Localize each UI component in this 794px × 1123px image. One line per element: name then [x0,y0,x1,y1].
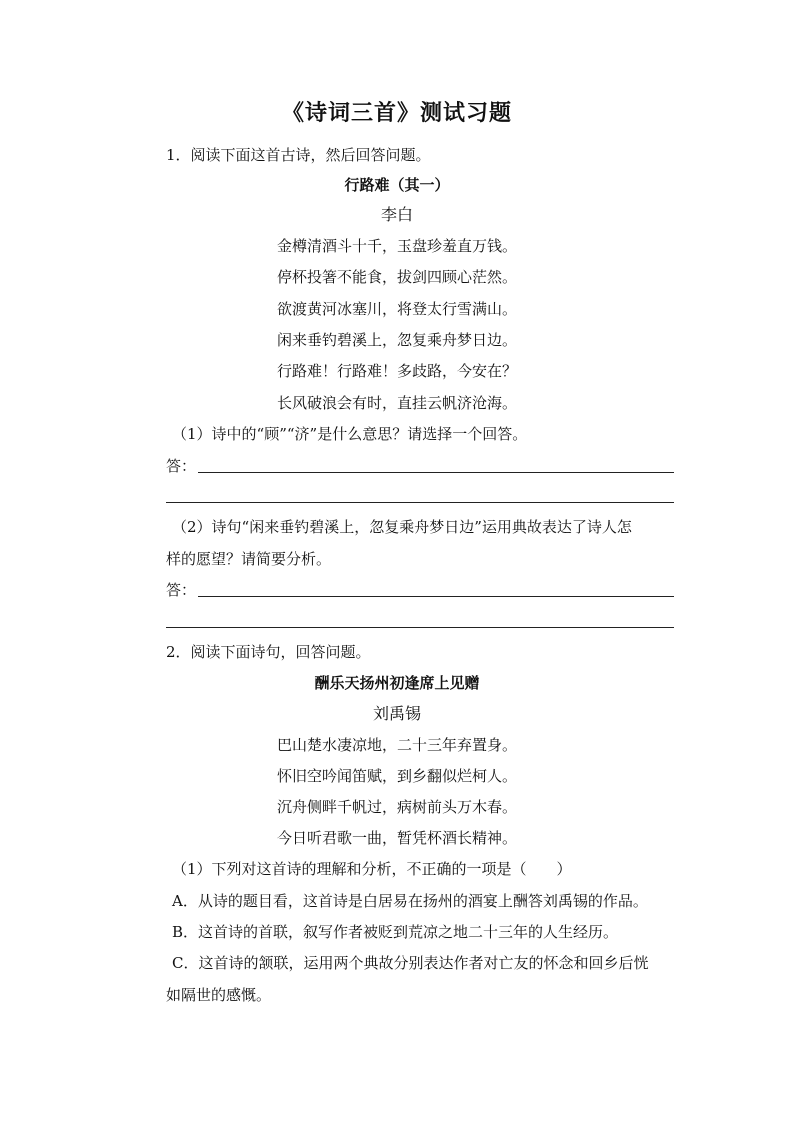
answer-line[interactable] [198,472,674,473]
answer-line[interactable] [166,502,674,503]
poem-1-line: 长风破浪会有时，直挂云帆济沧海。 [276,394,517,412]
question-1-intro: 1．阅读下面这首古诗，然后回答问题。 [166,146,431,164]
poem-2-line: 今日听君歌一曲，暂凭杯酒长精神。 [276,829,517,847]
question-2-intro: 2．阅读下面诗句，回答问题。 [166,643,371,661]
option-b: B．这首诗的首联，叙写作者被贬到荒凉之地二十三年的人生经历。 [172,923,619,941]
poem-2-title: 酬乐天扬州初逢席上见赠 [314,674,480,692]
poem-1-line: 闲来垂钓碧溪上，忽复乘舟梦日边。 [276,331,517,349]
question-2-sub-1: （1）下列对这首诗的理解和分析，不正确的一项是（ ） [172,860,572,878]
poem-2-line: 巴山楚水凄凉地，二十三年弃置身。 [276,736,517,754]
answer-label: 答： [166,457,197,475]
poem-1-line: 金樽清酒斗十千，玉盘珍羞直万钱。 [276,237,517,255]
option-a: A．从诗的题目看，这首诗是白居易在扬州的酒宴上酬答刘禹锡的作品。 [172,892,648,910]
poem-2-line: 沉舟侧畔千帆过，病树前头万木春。 [276,798,517,816]
answer-line[interactable] [166,627,674,628]
page-title: 《诗词三首》测试习题 [281,100,512,126]
answer-label: 答： [166,581,197,599]
poem-1-author: 李白 [380,205,413,224]
question-1-sub-1: （1）诗中的“顾”“济”是什么意思？请选择一个回答。 [172,425,528,443]
poem-2-line: 怀旧空吟闻笛赋，到乡翻似烂柯人。 [276,767,517,785]
poem-1-line: 停杯投箸不能食，拔剑四顾心茫然。 [276,268,517,286]
answer-line[interactable] [198,596,674,597]
question-1-sub-2-cont: 样的愿望？请简要分析。 [166,550,332,568]
option-c: C．这首诗的颔联，运用两个典故分别表达作者对亡友的怀念和回乡后恍 [172,954,649,972]
poem-1-title: 行路难（其一） [344,176,450,194]
question-1-sub-2: （2）诗句“闲来垂钓碧溪上，忽复乘舟梦日边”运用典故表达了诗人怎 [172,518,632,536]
poem-1-line: 欲渡黄河冰塞川，将登太行雪满山。 [276,300,517,318]
option-c-cont: 如隔世的感慨。 [166,986,272,1004]
poem-1-line: 行路难！行路难！多歧路，今安在？ [276,362,517,380]
poem-2-author: 刘禹锡 [372,704,421,723]
